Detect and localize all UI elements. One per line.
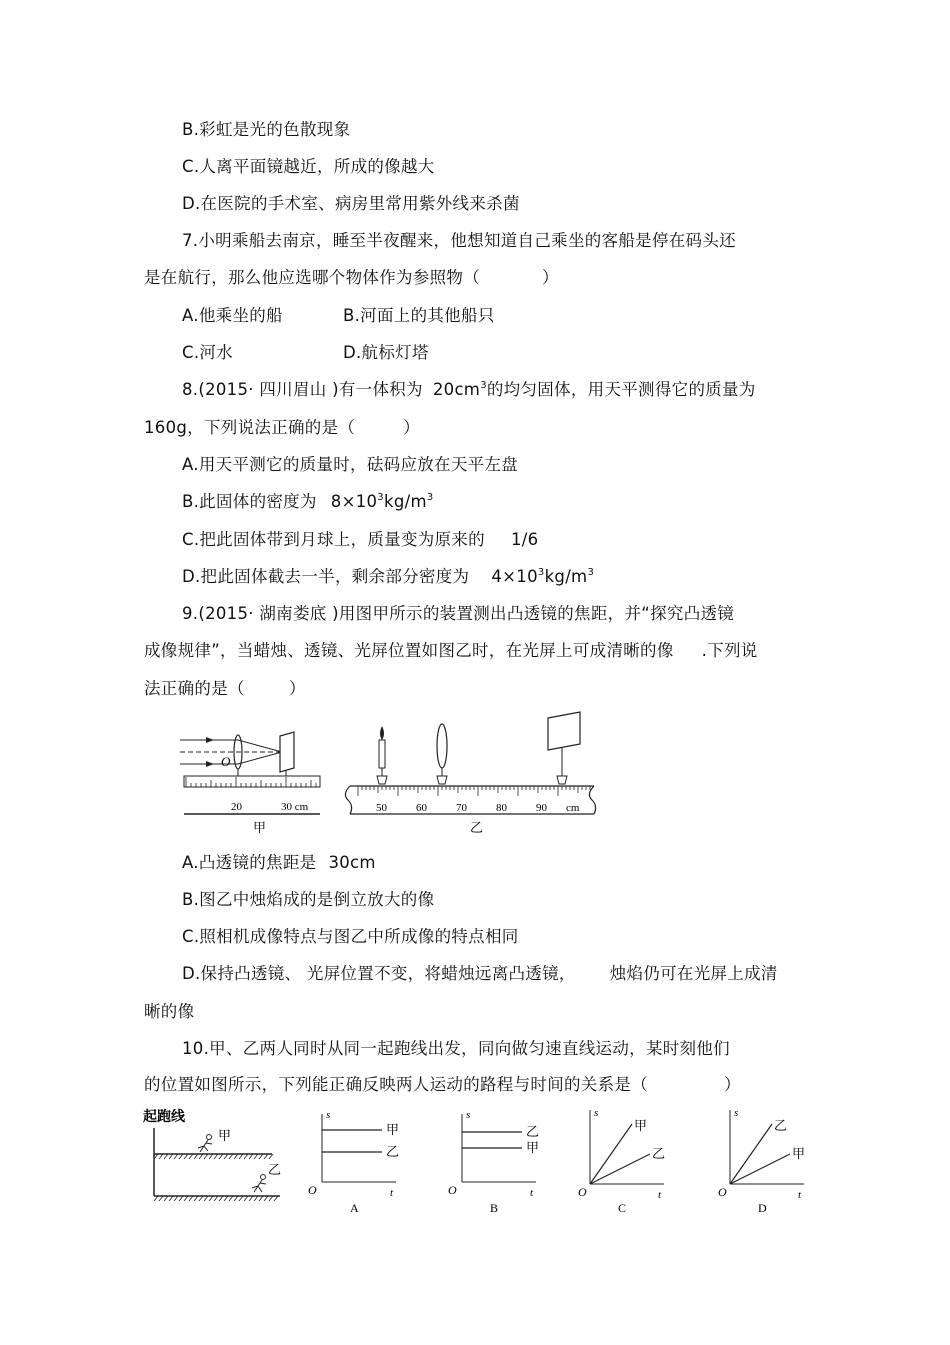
graph-b-bottom: 甲	[526, 1141, 540, 1156]
graph-b-t: t	[530, 1187, 534, 1199]
yi-label: 乙	[470, 821, 484, 836]
q6-option-d: D.在医院的手术室、病房里常用紫外线来杀菌	[182, 194, 520, 213]
graph-c-origin: O	[578, 1185, 587, 1199]
q9-stem-text2: 法正确的是（	[144, 679, 245, 698]
graph-a-option: A	[350, 1201, 359, 1215]
q10-stem-text: 的位置如图所示，下列能正确反映两人运动的路程与时间的关系是（	[144, 1075, 648, 1094]
q8-option-c	[182, 529, 538, 551]
q7-option-d: D.航标灯塔	[343, 343, 429, 362]
q8-paren-close: ）	[403, 418, 420, 437]
q9-option-c: C.照相机成像特点与图乙中所成像的特点相同	[182, 927, 519, 946]
q9-option-d-text: D.保持凸透镜、 光屏位置不变，将蜡烛远离凸透镜，	[182, 964, 576, 983]
q7-option-c: C.河水	[182, 343, 233, 362]
graph-b-s: s	[466, 1109, 471, 1121]
jia-label: 甲	[253, 821, 267, 836]
q9-stem-line2	[144, 640, 758, 662]
graph-d-s: s	[734, 1107, 739, 1119]
q9-option-d-line2: 晰的像	[144, 1002, 195, 1021]
graph-b-option: B	[490, 1201, 499, 1215]
graph-d	[718, 1107, 805, 1215]
q9-stem-text: 成像规律”，当蜡烛、透镜、光屏位置如图乙时，在光屏上可成清晰的像	[144, 641, 674, 660]
graph-c-bottom: 乙	[652, 1147, 666, 1162]
yi-tick-unit: cm	[566, 802, 580, 814]
graph-b-origin: O	[448, 1183, 457, 1197]
q9-stem-text-end: .下列说	[701, 641, 758, 660]
q8-option-c-value: 1/6	[510, 530, 539, 549]
graph-c-s: s	[594, 1107, 599, 1119]
q6-option-c: C.人离平面镜越近，所成的像越大	[182, 157, 435, 176]
graph-c-top: 甲	[634, 1119, 648, 1134]
graph-a-t: t	[390, 1187, 394, 1199]
yi-tick-80: 80	[496, 802, 507, 814]
graph-a	[308, 1109, 399, 1215]
graph-b	[448, 1109, 539, 1215]
q8-option-d-unit-exp: 3	[587, 567, 595, 578]
q10-paren-close: ）	[724, 1075, 741, 1094]
q7-stem-text: 是在航行，那么他应选哪个物体作为参照物（	[144, 268, 480, 287]
q8-option-b-text: B.此固体的密度为	[182, 492, 317, 511]
q7-option-a: A.他乘坐的船	[182, 306, 283, 325]
q9-stem-line3	[144, 678, 306, 700]
q8-option-b-exp: 3	[377, 492, 384, 503]
graph-d-bottom: 甲	[792, 1147, 806, 1162]
runner-yi-label: 乙	[268, 1163, 282, 1178]
q7-stem-line1: 7.小明乘船去南京，睡至半夜醒来，他想知道自己乘坐的客船是停在码头还	[182, 231, 736, 250]
q8-option-b-unit: kg/m	[383, 492, 427, 511]
q9-option-d	[182, 963, 778, 985]
q8-stem-post: 的均匀固体，用天平测得它的质量为	[486, 380, 756, 399]
figure-jia	[180, 732, 320, 836]
q9-option-d-text2: 烛焰仍可在光屏上成清	[609, 964, 778, 983]
q8-stem-text: 160g，下列说法正确的是（	[144, 418, 356, 437]
q10-stem-line1: 10.甲、乙两人同时从同一起跑线出发，同向做匀速直线运动，某时刻他们	[182, 1039, 730, 1058]
q9-paren-close: ）	[288, 679, 306, 698]
yi-tick-90: 90	[536, 802, 547, 814]
graph-d-option: D	[758, 1201, 767, 1215]
q9-option-a-text: A.凸透镜的焦距是	[182, 853, 317, 872]
graph-a-origin: O	[308, 1183, 317, 1197]
q10-stem-line2	[144, 1074, 741, 1096]
q8-stem-line2	[144, 417, 420, 439]
figure-yi	[345, 712, 595, 836]
q8-option-c-text: C.把此固体带到月球上，质量变为原来的	[182, 530, 485, 549]
q8-volume-exp: 3	[480, 380, 487, 391]
q9-option-a-value: 30cm	[328, 853, 376, 872]
jia-tick-30: 30 cm	[281, 801, 309, 813]
graph-a-s: s	[326, 1109, 331, 1121]
yi-ruler-ticks	[358, 786, 590, 796]
jia-focus-label: O	[221, 754, 231, 769]
q8-volume: 20cm	[432, 380, 481, 399]
graph-c-option: C	[618, 1201, 627, 1215]
q6-option-b: B.彩虹是光的色散现象	[182, 120, 351, 139]
runner-jia-label: 甲	[218, 1129, 232, 1144]
q8-option-b	[182, 491, 434, 513]
q8-option-d-exp: 3	[537, 567, 545, 578]
q9-figure	[178, 708, 608, 840]
graph-d-t: t	[798, 1189, 802, 1201]
graph-d-top: 乙	[774, 1119, 788, 1134]
q8-stem-pre: 8.(2015· 四川眉山 )有一体积为	[182, 380, 423, 399]
graph-c	[578, 1107, 665, 1215]
q7-option-b: B.河面上的其他船只	[343, 306, 495, 325]
yi-tick-70: 70	[456, 802, 467, 814]
q8-option-d-value: 4×10	[491, 567, 538, 586]
graph-a-bottom: 乙	[386, 1145, 400, 1160]
start-line-label: 起跑线	[143, 1109, 185, 1125]
q8-option-d	[182, 566, 594, 588]
graph-b-top: 乙	[526, 1125, 540, 1140]
jia-tick-20: 20	[231, 801, 242, 813]
q8-option-d-text: D.把此固体截去一半，剩余部分密度为	[182, 567, 470, 586]
q8-stem-line1	[182, 379, 756, 401]
q8-option-d-unit: kg/m	[544, 567, 588, 586]
q8-option-b-unit-exp: 3	[426, 492, 434, 503]
q8-option-a: A.用天平测它的质量时，砝码应放在天平左盘	[182, 455, 519, 474]
track-diagram	[143, 1108, 281, 1201]
graph-d-origin: O	[718, 1185, 727, 1199]
yi-tick-60: 60	[416, 802, 427, 814]
graph-c-t: t	[658, 1189, 662, 1201]
q8-option-b-value: 8×10	[330, 492, 378, 511]
q9-option-a	[182, 852, 376, 874]
q7-stem-line2	[144, 267, 559, 289]
q9-stem-line1: 9.(2015· 湖南娄底 )用图甲所示的装置测出凸透镜的焦距，并“探究凸透镜	[182, 604, 735, 623]
q9-option-b: B.图乙中烛焰成的是倒立放大的像	[182, 890, 435, 909]
q10-figure	[140, 1104, 820, 1220]
graph-a-top: 甲	[386, 1123, 400, 1138]
yi-tick-50: 50	[376, 802, 387, 814]
q7-paren-close: ）	[542, 268, 559, 287]
